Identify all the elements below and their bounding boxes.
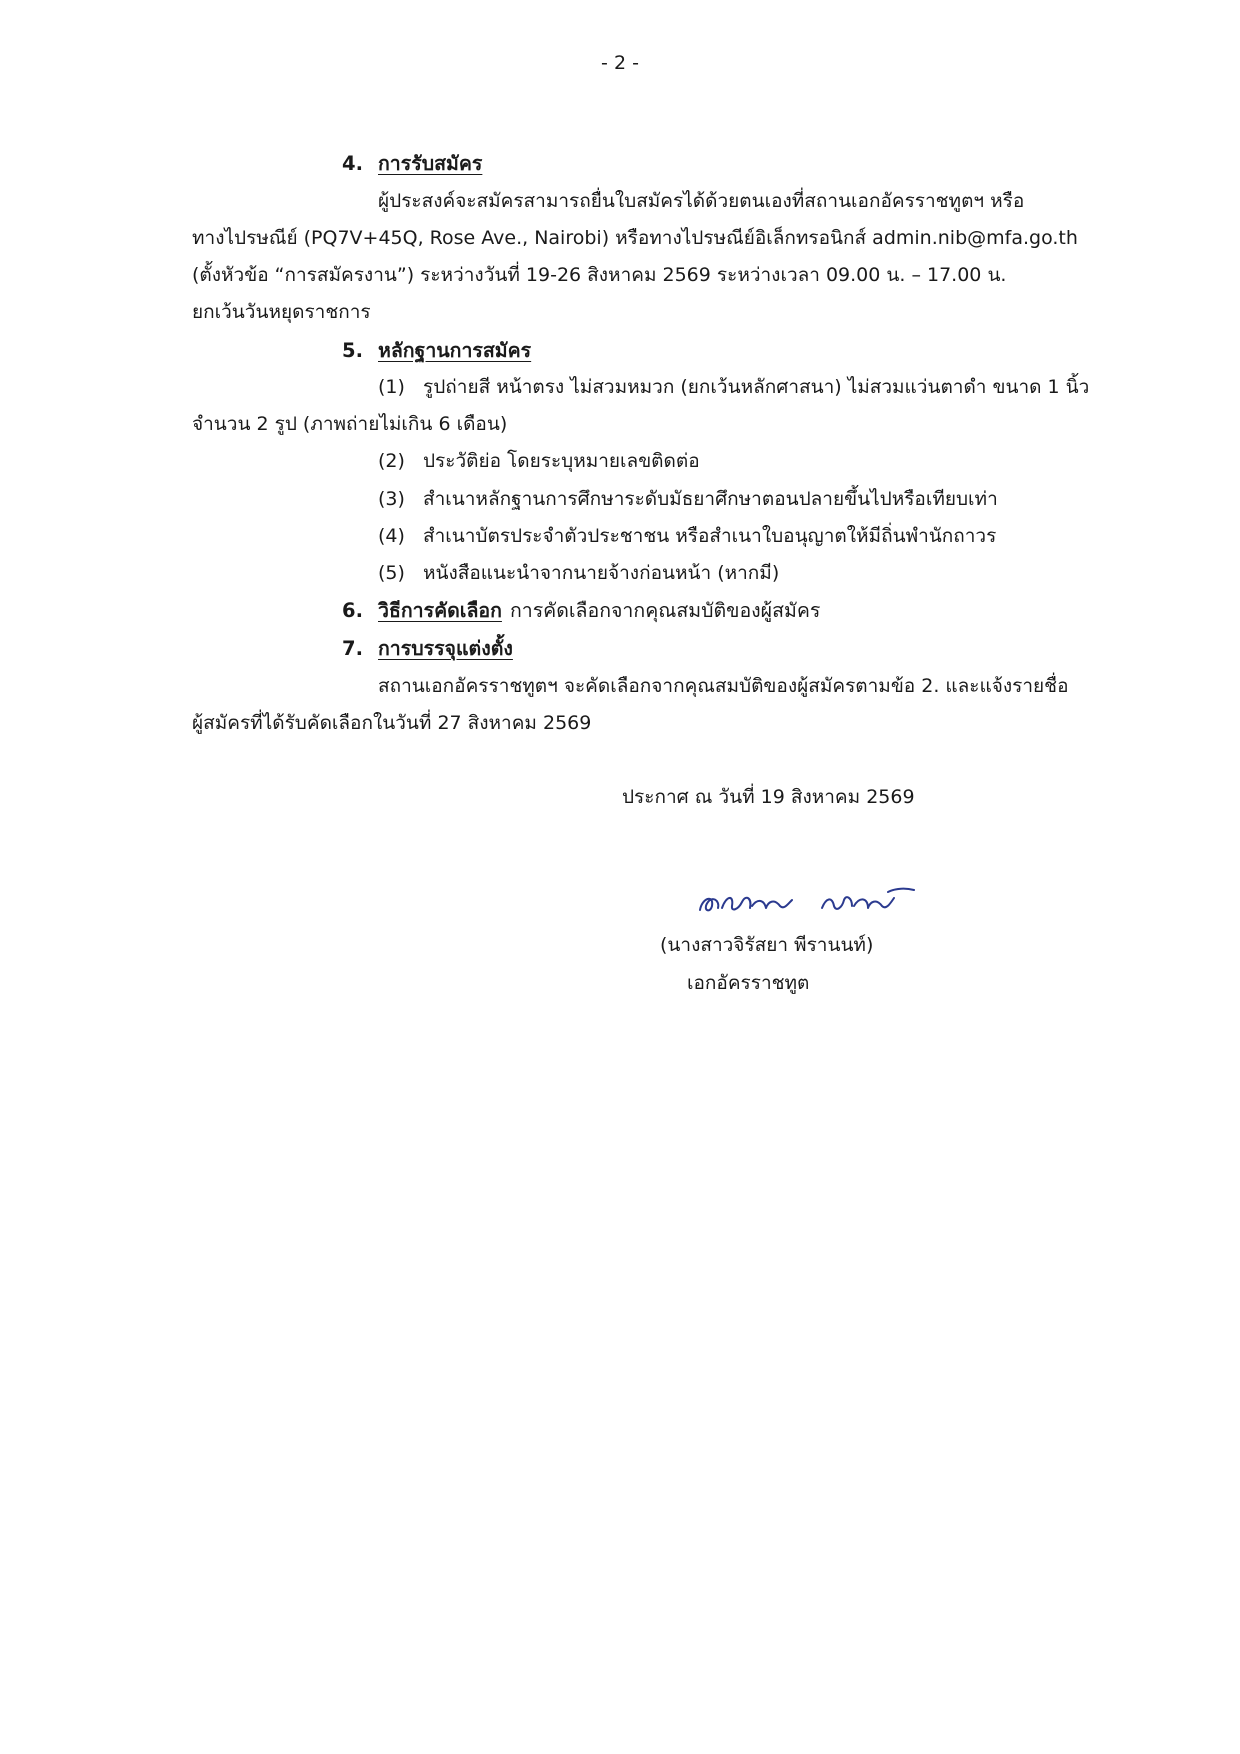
page-number: - 2 - (601, 52, 639, 74)
section-6-number: 6. (342, 599, 363, 622)
section-7-line-2: ผู้สมัครที่ได้รับคัดเลือกในวันที่ 27 สิงหาคม 2569 (192, 712, 592, 734)
announcement-date: ประกาศ ณ วันที่ 19 สิงหาคม 2569 (622, 786, 915, 808)
evidence-item-1 (378, 372, 1089, 402)
evidence-item-4-marker: (4) (378, 525, 405, 547)
evidence-item-5 (378, 558, 779, 588)
section-4-line-1: ผู้ประสงค์จะสมัครสามารถยื่นใบสมัครได้ด้วยตนเองที่สถานเอกอัครราชทูตฯ หรือ (378, 190, 1025, 212)
section-6-heading (342, 595, 820, 626)
signatory-position: เอกอัครราชทูต (687, 972, 810, 994)
evidence-item-1-text: รูปถ่ายสี หน้าตรง ไม่สวมหมวก (ยกเว้นหลักศาสนา) ไม่สวมแว่นตาดำ ขนาด 1 นิ้ว (423, 376, 1090, 398)
evidence-item-3-text: สำเนาหลักฐานการศึกษาระดับมัธยาศึกษาตอนปลายขึ้นไปหรือเทียบเท่า (423, 488, 998, 510)
section-5-number: 5. (342, 339, 363, 362)
evidence-item-5-text: หนังสือแนะนำจากนายจ้างก่อนหน้า (หากมี) (423, 562, 780, 584)
section-4-line-2: ทางไปรษณีย์ (PQ7V+45Q, Rose Ave., Nairobi) หรือทางไปรษณีย์อิเล็กทรอนิกส์ admin.nib@mfa.go.th (192, 227, 1078, 249)
signatory-name: (นางสาวจิรัสยา พีรานนท์) (660, 934, 874, 956)
evidence-item-5-marker: (5) (378, 562, 405, 584)
section-4-heading (342, 148, 482, 179)
section-4-line-4: ยกเว้นวันหยุดราชการ (192, 301, 371, 323)
section-4-line-3: (ตั้งหัวข้อ “การสมัครงาน”) ระหว่างวันที่ 19-26 สิงหาคม 2569 ระหว่างเวลา 09.00 น. – 17.00 น. (192, 264, 1007, 286)
evidence-item-3 (378, 484, 998, 514)
section-4-title: การรับสมัคร (378, 152, 483, 175)
evidence-item-2-marker: (2) (378, 450, 405, 472)
section-7-heading (342, 633, 513, 664)
section-7-title: การบรรจุแต่งตั้ง (378, 637, 513, 660)
section-7-number: 7. (342, 637, 363, 660)
section-5-title: หลักฐานการสมัคร (378, 339, 532, 362)
evidence-item-3-marker: (3) (378, 488, 405, 510)
section-7-line-1: สถานเอกอัครราชทูตฯ จะคัดเลือกจากคุณสมบัติของผู้สมัครตามข้อ 2. และแจ้งรายชื่อ (378, 675, 1069, 697)
evidence-item-1-continuation: จำนวน 2 รูป (ภาพถ่ายไม่เกิน 6 เดือน) (192, 413, 508, 435)
evidence-item-2 (378, 446, 700, 476)
evidence-item-1-marker: (1) (378, 376, 405, 398)
section-4-number: 4. (342, 152, 363, 175)
handwritten-signature (692, 880, 922, 920)
evidence-item-4 (378, 521, 996, 551)
evidence-item-2-text: ประวัติย่อ โดยระบุหมายเลขติดต่อ (423, 450, 700, 472)
section-6-text: การคัดเลือกจากคุณสมบัติของผู้สมัคร (509, 599, 821, 622)
evidence-item-4-text: สำเนาบัตรประจำตัวประชาชน หรือสำเนาใบอนุญาตให้มีถิ่นพำนักถาวร (423, 525, 997, 547)
section-6-title: วิธีการคัดเลือก (378, 599, 502, 622)
section-5-heading (342, 335, 531, 366)
